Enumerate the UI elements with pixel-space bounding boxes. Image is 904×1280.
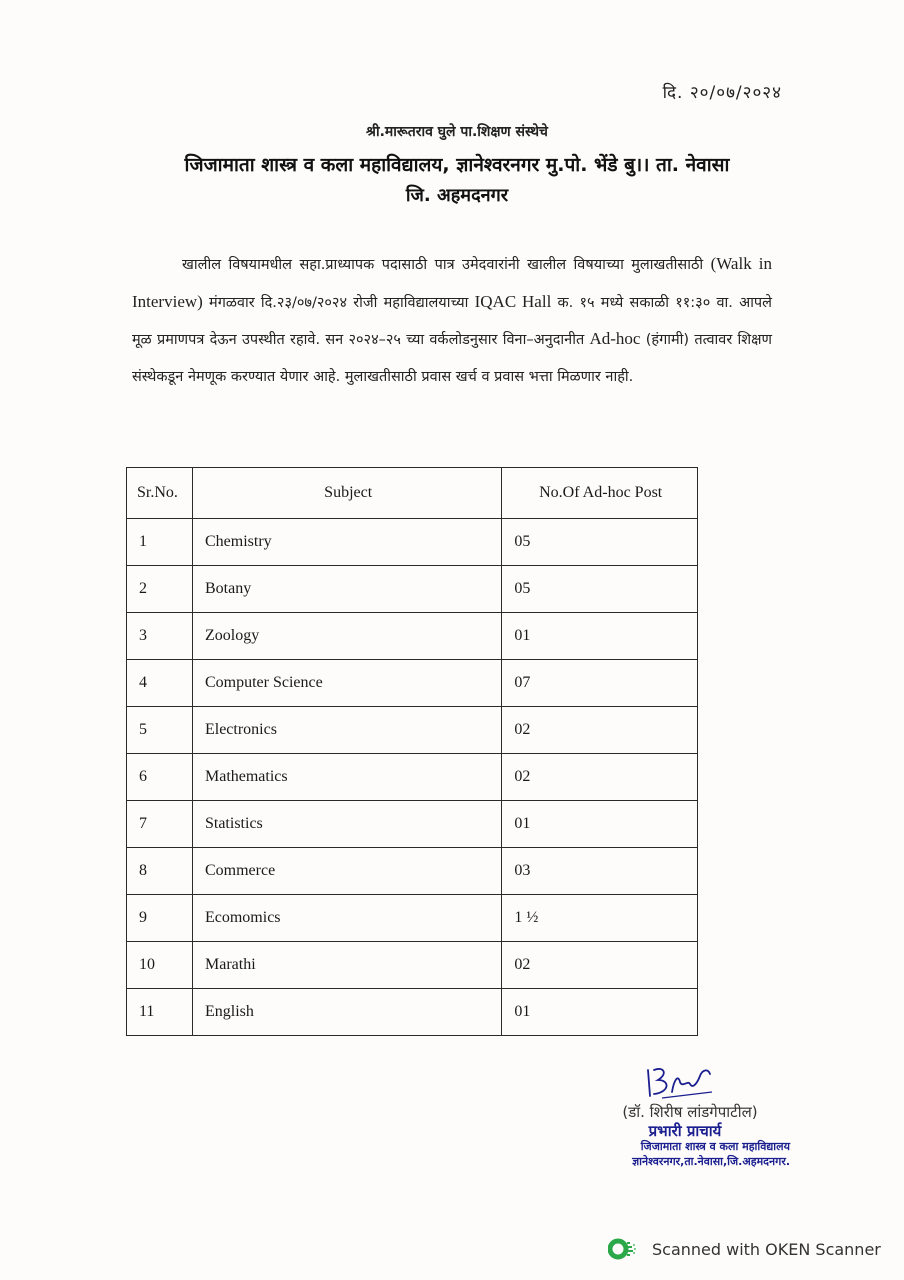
cell-sr: 5 bbox=[127, 707, 193, 754]
cell-sr: 3 bbox=[127, 613, 193, 660]
cell-sr: 1 bbox=[127, 519, 193, 566]
cell-subject: Electronics bbox=[192, 707, 501, 754]
adhoc-posts-table bbox=[126, 467, 698, 1036]
cell-posts: 05 bbox=[502, 519, 698, 566]
cell-subject: Computer Science bbox=[192, 660, 501, 707]
cell-subject: Mathematics bbox=[192, 754, 501, 801]
handwritten-signature-icon bbox=[578, 1062, 792, 1098]
notice-text-2: मंगळवार दि.२३/०७/२०२४ रोजी महाविद्यालयाच्या bbox=[209, 294, 469, 311]
letter-date: दि. २०/०७/२०२४ bbox=[662, 83, 782, 103]
cell-sr: 9 bbox=[127, 895, 193, 942]
table-row bbox=[127, 754, 698, 801]
cell-sr: 11 bbox=[127, 989, 193, 1036]
table-row bbox=[127, 942, 698, 989]
table-row bbox=[127, 660, 698, 707]
cell-subject: Marathi bbox=[192, 942, 501, 989]
scanner-watermark bbox=[608, 1238, 881, 1260]
table-row bbox=[127, 707, 698, 754]
cell-posts: 05 bbox=[502, 566, 698, 613]
cell-posts: 02 bbox=[502, 942, 698, 989]
cell-subject: English bbox=[192, 989, 501, 1036]
watermark-text: Scanned with OKEN Scanner bbox=[652, 1239, 881, 1259]
trust-name: श्री.मारूतराव घुले पा.शिक्षण संस्थेचे bbox=[366, 124, 548, 140]
table-row bbox=[127, 566, 698, 613]
signature-block bbox=[578, 1062, 792, 1169]
oken-scanner-logo-icon bbox=[608, 1238, 638, 1260]
table-row bbox=[127, 848, 698, 895]
stamp-address: ज्ञानेश्वरनगर,ता.नेवासा,जि.अहमदनगर. bbox=[632, 1155, 790, 1168]
stamp-college: जिजामाता शास्त्र व कला महाविद्यालय bbox=[640, 1140, 790, 1153]
walk-in-label: (Walk in Interview) bbox=[132, 254, 772, 311]
official-stamp bbox=[578, 1124, 792, 1169]
cell-posts: 03 bbox=[502, 848, 698, 895]
stamp-title: प्रभारी प्राचार्य bbox=[648, 1122, 722, 1140]
cell-sr: 10 bbox=[127, 942, 193, 989]
cell-posts: 01 bbox=[502, 613, 698, 660]
cell-posts: 01 bbox=[502, 801, 698, 848]
cell-sr: 8 bbox=[127, 848, 193, 895]
table-row bbox=[127, 801, 698, 848]
table-row bbox=[127, 519, 698, 566]
notice-paragraph bbox=[132, 246, 772, 395]
cell-posts: 07 bbox=[502, 660, 698, 707]
cell-subject: Ecomomics bbox=[192, 895, 501, 942]
cell-subject: Chemistry bbox=[192, 519, 501, 566]
notice-text-4: (हंगामी) तत्वावर शिक्षण संस्थेकडून नेमणूक करण्यात येणार आहे. मुलाखतीसाठी प्रवास खर्च व प्रवास भत्ता मिळणार नाही. bbox=[132, 332, 773, 385]
cell-subject: Zoology bbox=[192, 613, 501, 660]
cell-subject: Commerce bbox=[192, 848, 501, 895]
college-name: जिजामाता शास्त्र व कला महाविद्यालय, ज्ञानेश्वरनगर मु.पो. भेंडे बु।। ता. नेवासा bbox=[184, 154, 730, 176]
header-sr-no: Sr.No. bbox=[127, 468, 193, 519]
notice-text-3: क. १५ मध्ये सकाळी ११:३० वा. आपले मूळ प्रमाणपत्र देऊन उपस्थीत रहावे. सन २०२४–२५ च्या वर्कलोडनुसार विना–अनुदानीत bbox=[132, 294, 773, 348]
cell-sr: 4 bbox=[127, 660, 193, 707]
cell-sr: 7 bbox=[127, 801, 193, 848]
header-posts: No.Of Ad-hoc Post bbox=[502, 468, 698, 519]
letterhead bbox=[0, 122, 904, 207]
table-row bbox=[127, 613, 698, 660]
adhoc-label: Ad-hoc bbox=[589, 329, 641, 348]
table-header-row bbox=[127, 468, 698, 519]
cell-posts: 02 bbox=[502, 707, 698, 754]
cell-sr: 6 bbox=[127, 754, 193, 801]
table-row bbox=[127, 895, 698, 942]
iqac-hall-label: IQAC Hall bbox=[474, 291, 552, 311]
cell-posts: 02 bbox=[502, 754, 698, 801]
cell-posts: 1 ½ bbox=[502, 895, 698, 942]
table-row bbox=[127, 989, 698, 1036]
cell-posts: 01 bbox=[502, 989, 698, 1036]
cell-sr: 2 bbox=[127, 566, 193, 613]
header-subject: Subject bbox=[192, 468, 501, 519]
cell-subject: Statistics bbox=[192, 801, 501, 848]
signatory-name: (डॉ. शिरीष लांडगेपाटील) bbox=[622, 1103, 758, 1121]
district-name: जि. अहमदनगर bbox=[405, 185, 509, 206]
notice-text-1: खालील विषयामधील सहा.प्राध्यापक पदासाठी पात्र उमेदवारांनी खालील विषयाच्या मुलाखतीसाठी bbox=[182, 257, 704, 273]
cell-subject: Botany bbox=[192, 566, 501, 613]
